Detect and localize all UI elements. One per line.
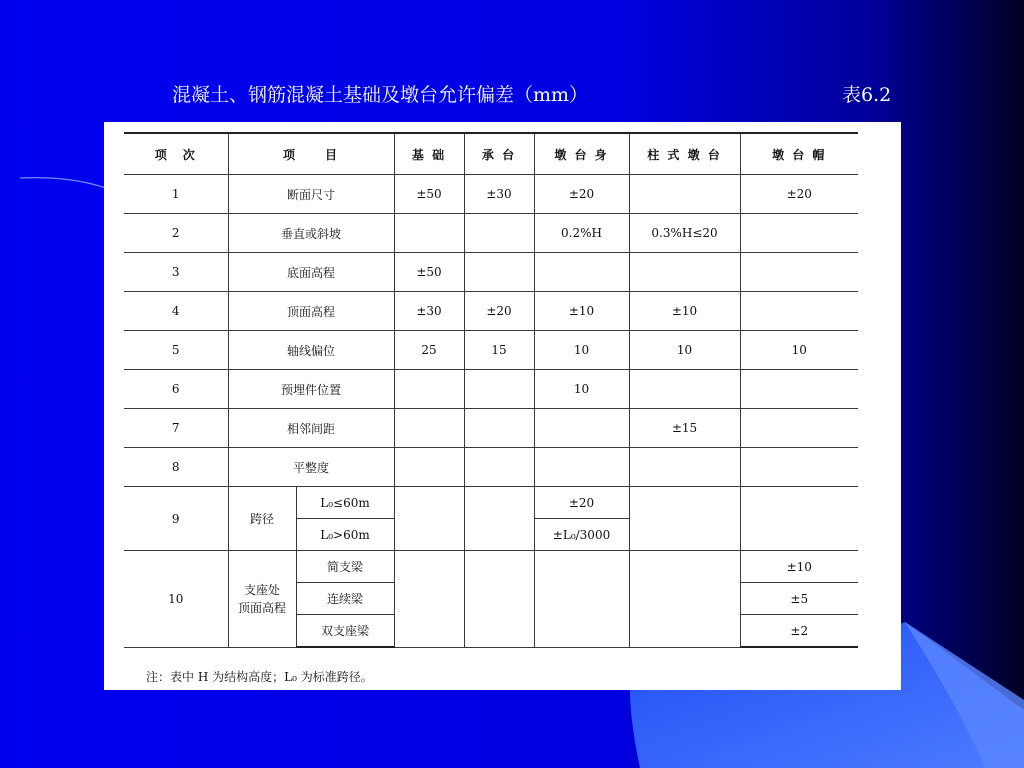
table-cell	[629, 175, 740, 214]
table-cell: 5	[124, 331, 228, 370]
table-cell: 底面高程	[228, 253, 394, 292]
table-cell: 0.2%H	[534, 214, 629, 253]
table-cell	[464, 487, 534, 551]
table-cell: ±10	[534, 292, 629, 331]
table-row	[124, 487, 858, 519]
table-row	[124, 448, 858, 487]
table-cell: 1	[124, 175, 228, 214]
header-cell: 项 目	[228, 133, 394, 175]
table-cell	[464, 409, 534, 448]
table-cell: 7	[124, 409, 228, 448]
table-row	[124, 175, 858, 214]
table-cell	[394, 551, 464, 648]
table-row	[124, 331, 858, 370]
table-cell: 简支梁	[296, 551, 394, 583]
table-cell: L₀>60m	[296, 519, 394, 551]
table-cell	[629, 253, 740, 292]
table-row	[124, 292, 858, 331]
table-cell: ±5	[740, 583, 858, 615]
table-cell	[534, 448, 629, 487]
table-cell: 15	[464, 331, 534, 370]
table-note: 注：表中 H 为结构高度；L₀ 为标准跨径。	[146, 670, 373, 684]
table-cell: 10	[534, 331, 629, 370]
table-cell	[629, 487, 740, 551]
table-cell: 10	[124, 551, 228, 648]
header-cell: 墩 台 身	[534, 133, 629, 175]
table-cell: ±20	[534, 487, 629, 519]
table-cell: 垂直或斜坡	[228, 214, 394, 253]
table-cell: ±20	[740, 175, 858, 214]
item-line: 支座处	[243, 582, 280, 597]
table-cell	[629, 448, 740, 487]
table-cell	[740, 487, 858, 551]
table-cell	[228, 551, 296, 648]
tolerance-table	[124, 132, 858, 648]
table-cell	[740, 253, 858, 292]
table-row	[124, 551, 858, 583]
header-cell: 基 础	[394, 133, 464, 175]
table-cell: ±50	[394, 253, 464, 292]
table-cell: ±30	[464, 175, 534, 214]
item-line: 顶面高程	[237, 600, 286, 615]
table-row	[124, 370, 858, 409]
table-cell	[394, 370, 464, 409]
table-cell	[394, 214, 464, 253]
table-cell	[464, 370, 534, 409]
table-cell: ±15	[629, 409, 740, 448]
table-cell: 9	[124, 487, 228, 551]
table-cell	[740, 292, 858, 331]
table-cell	[740, 214, 858, 253]
table-cell: 2	[124, 214, 228, 253]
table-cell	[629, 551, 740, 648]
table-header-row	[124, 133, 858, 175]
table-cell: ±20	[534, 175, 629, 214]
table-cell	[534, 409, 629, 448]
table-cell: 10	[740, 331, 858, 370]
table-row	[124, 253, 858, 292]
table-cell: ±20	[464, 292, 534, 331]
table-cell: 预埋件位置	[228, 370, 394, 409]
table-cell	[629, 370, 740, 409]
table-cell: ±10	[629, 292, 740, 331]
table-cell	[464, 448, 534, 487]
table-cell: 8	[124, 448, 228, 487]
table-cell: ±2	[740, 615, 858, 648]
table-cell: 0.3%H≤20	[629, 214, 740, 253]
table-cell	[740, 409, 858, 448]
table-cell	[464, 551, 534, 648]
table-cell: 4	[124, 292, 228, 331]
table-cell	[394, 409, 464, 448]
table-cell	[534, 551, 629, 648]
header-cell: 柱 式 墩 台	[629, 133, 740, 175]
header-cell: 墩 台 帽	[740, 133, 858, 175]
table-cell: ±L₀/3000	[534, 519, 629, 551]
table-cell: 断面尺寸	[228, 175, 394, 214]
table-cell: 25	[394, 331, 464, 370]
table-cell: 连续梁	[296, 583, 394, 615]
table-row	[124, 409, 858, 448]
table-cell: 平整度	[228, 448, 394, 487]
table-cell: ±30	[394, 292, 464, 331]
table-cell: ±50	[394, 175, 464, 214]
table-cell: 6	[124, 370, 228, 409]
table-cell: 双支座梁	[296, 615, 394, 648]
table-cell: L₀≤60m	[296, 487, 394, 519]
table-cell: ±10	[740, 551, 858, 583]
table-cell: 10	[629, 331, 740, 370]
table-cell: 顶面高程	[228, 292, 394, 331]
header-cell: 承 台	[464, 133, 534, 175]
table-cell: 跨径	[228, 487, 296, 551]
table-image	[104, 122, 901, 690]
table-cell	[740, 370, 858, 409]
table-cell	[394, 487, 464, 551]
table-cell	[464, 253, 534, 292]
table-cell	[740, 448, 858, 487]
slide-title: 混凝土、钢筋混凝土基础及墩台允许偏差（mm）	[172, 84, 589, 106]
table-row	[124, 214, 858, 253]
table-cell: 3	[124, 253, 228, 292]
table-cell	[394, 448, 464, 487]
table-cell: 轴线偏位	[228, 331, 394, 370]
table-number: 表6.2	[842, 84, 892, 106]
table-cell: 10	[534, 370, 629, 409]
table-cell	[464, 214, 534, 253]
table-cell	[534, 253, 629, 292]
header-cell: 项 次	[124, 133, 228, 175]
table-cell: 相邻间距	[228, 409, 394, 448]
